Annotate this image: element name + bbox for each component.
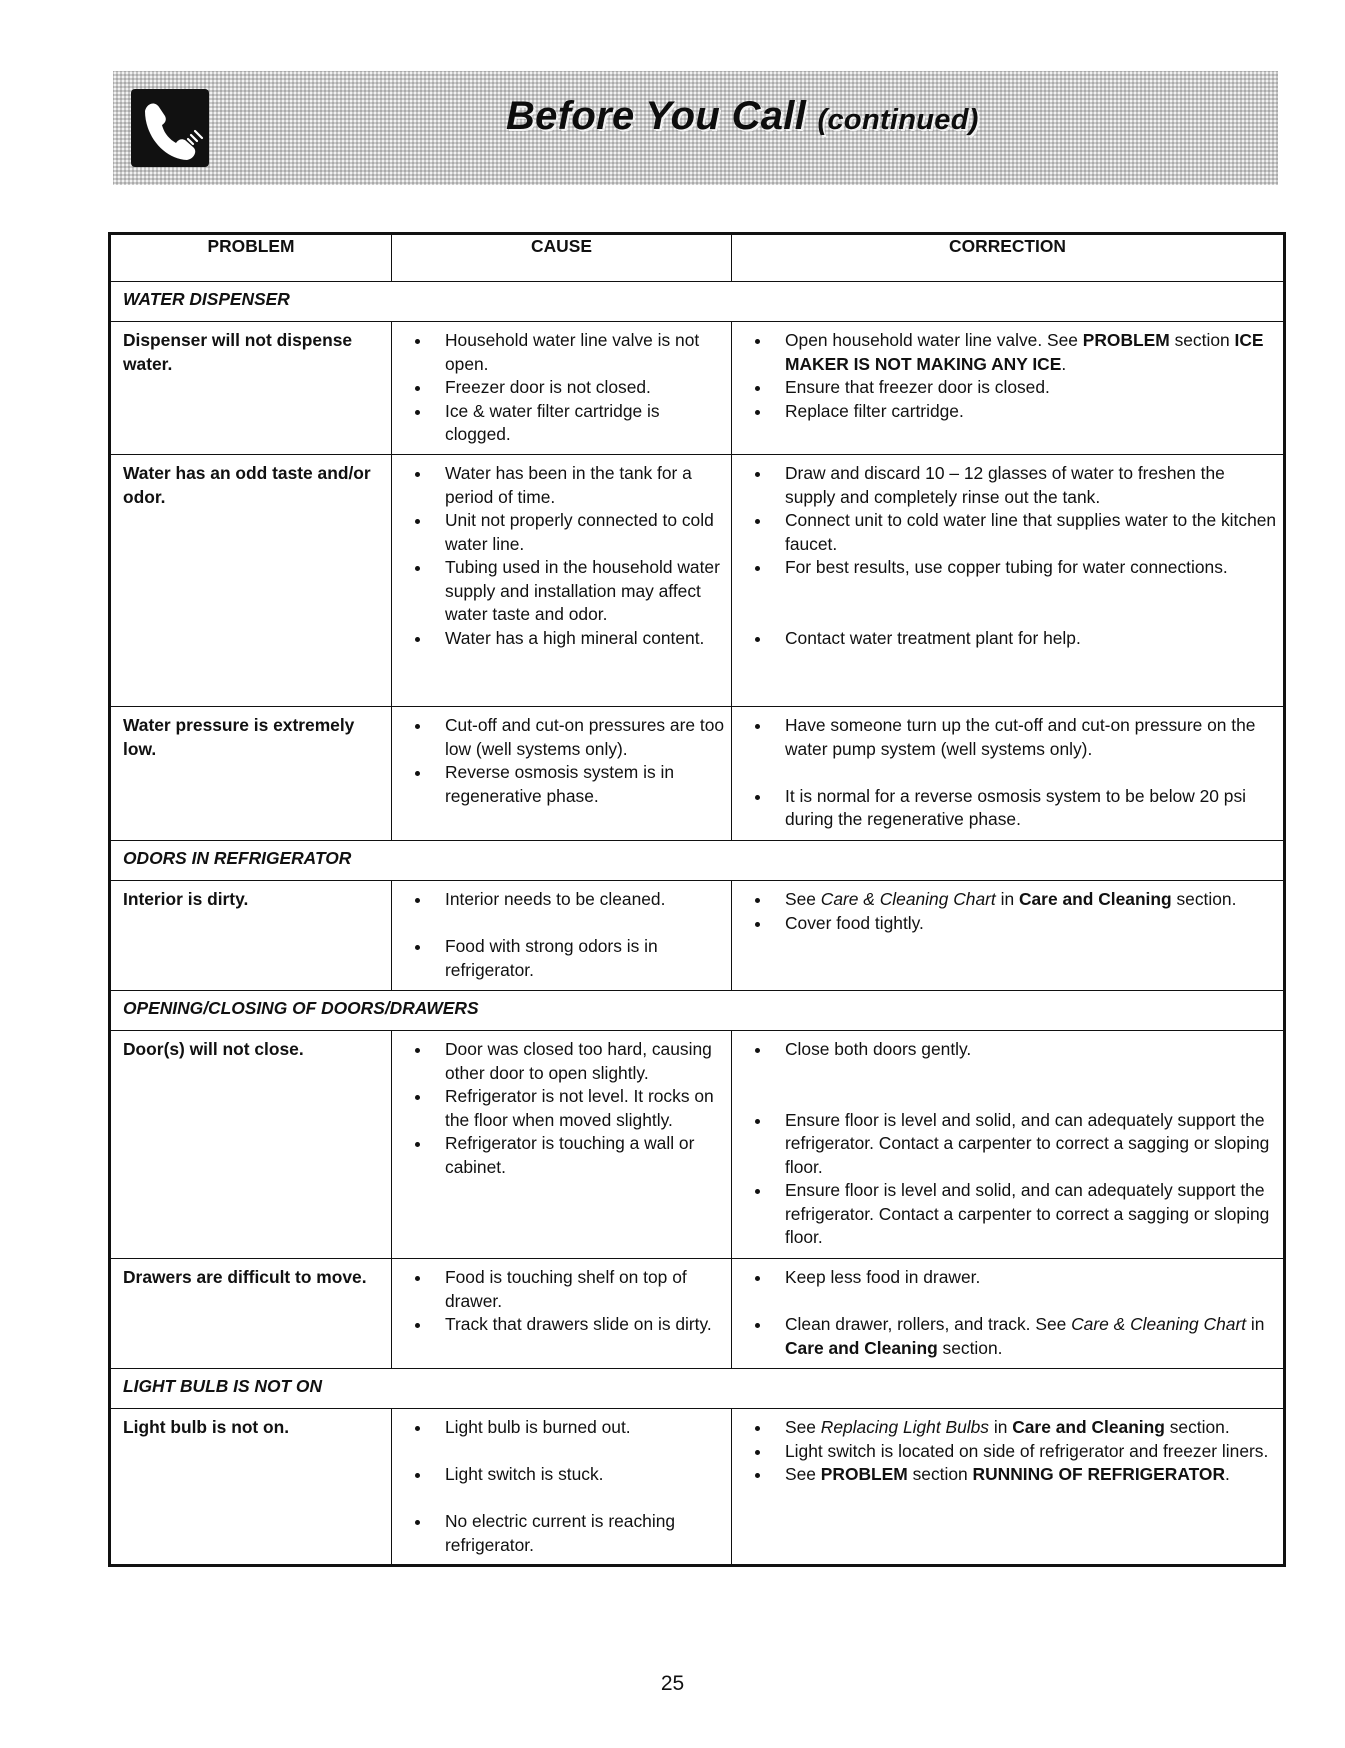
cause-item: Refrigerator is not level. It rocks on the floor when moved slightly. (402, 1085, 725, 1132)
cause-item: Door was closed too hard, causing other door to open slightly. (402, 1038, 725, 1085)
correction-item: See Replacing Light Bulbs in Care and Cleaning section. (742, 1416, 1277, 1440)
column-header-cause: CAUSE (392, 234, 732, 282)
correction-item: Have someone turn up the cut-off and cut-on pressure on the water pump system (well systems only). (742, 714, 1277, 761)
correction-cell (732, 455, 1285, 707)
correction-cell (732, 1259, 1285, 1369)
cause-item: Unit not properly connected to cold water line. (402, 509, 725, 556)
problem-cell: Light bulb is not on. (110, 1409, 392, 1566)
table-row (110, 1259, 1285, 1369)
page-title: Before You Call (continued) (506, 94, 979, 138)
section-title: ODORS IN REFRIGERATOR (110, 841, 1285, 881)
section-header-row (110, 282, 1285, 322)
column-header-problem: PROBLEM (110, 234, 392, 282)
cause-item: Light bulb is burned out. (402, 1416, 725, 1440)
correction-item: Ensure that freezer door is closed. (742, 376, 1277, 400)
problem-cell: Dispenser will not dispense water. (110, 322, 392, 455)
cause-cell (392, 707, 732, 841)
cause-item: Reverse osmosis system is in regenerative phase. (402, 761, 725, 808)
correction-item: Light switch is located on side of refrigerator and freezer liners. (742, 1440, 1277, 1464)
correction-item: Ensure floor is level and solid, and can adequately support the refrigerator. Contact a carpenter to correct a sagging or sloping floor. (742, 1109, 1277, 1180)
cause-item: Food with strong odors is in refrigerator. (402, 935, 725, 982)
cause-item: Freezer door is not closed. (402, 376, 725, 400)
column-header-correction: CORRECTION (732, 234, 1285, 282)
section-header-row (110, 991, 1285, 1031)
correction-item: Connect unit to cold water line that supplies water to the kitchen faucet. (742, 509, 1277, 556)
correction-item: Ensure floor is level and solid, and can adequately support the refrigerator. Contact a carpenter to correct a sagging or sloping floor. (742, 1179, 1277, 1250)
cause-item: Track that drawers slide on is dirty. (402, 1313, 725, 1337)
cause-cell (392, 1031, 732, 1259)
table-row (110, 1031, 1285, 1259)
cause-cell (392, 1409, 732, 1566)
correction-cell (732, 1409, 1285, 1566)
correction-item: Keep less food in drawer. (742, 1266, 1277, 1290)
correction-item: See Care & Cleaning Chart in Care and Cleaning section. (742, 888, 1277, 912)
table-row (110, 455, 1285, 707)
problem-cell: Interior is dirty. (110, 881, 392, 991)
cause-item: Interior needs to be cleaned. (402, 888, 725, 912)
troubleshooting-table (108, 232, 1286, 1567)
section-header-row (110, 1369, 1285, 1409)
page-number: 25 (660, 1672, 685, 1695)
table-row (110, 707, 1285, 841)
table-header-row (110, 234, 1285, 282)
correction-item: Open household water line valve. See PROBLEM section ICE MAKER IS NOT MAKING ANY ICE. (742, 329, 1277, 376)
problem-cell: Water has an odd taste and/or odor. (110, 455, 392, 707)
correction-cell (732, 707, 1285, 841)
correction-item: Contact water treatment plant for help. (742, 627, 1277, 651)
cause-cell (392, 322, 732, 455)
cause-cell (392, 455, 732, 707)
correction-cell (732, 881, 1285, 991)
correction-item: It is normal for a reverse osmosis system to be below 20 psi during the regenerative phase. (742, 785, 1277, 832)
correction-cell (732, 322, 1285, 455)
section-title: OPENING/CLOSING OF DOORS/DRAWERS (110, 991, 1285, 1031)
problem-cell: Door(s) will not close. (110, 1031, 392, 1259)
cause-cell (392, 1259, 732, 1369)
cause-item: Food is touching shelf on top of drawer. (402, 1266, 725, 1313)
correction-item: Draw and discard 10 – 12 glasses of water to freshen the supply and completely rinse out the tank. (742, 462, 1277, 509)
section-title: WATER DISPENSER (110, 282, 1285, 322)
correction-item: Cover food tightly. (742, 912, 1277, 936)
cause-item: Cut-off and cut-on pressures are too low (well systems only). (402, 714, 725, 761)
problem-cell: Water pressure is extremely low. (110, 707, 392, 841)
section-title: LIGHT BULB IS NOT ON (110, 1369, 1285, 1409)
correction-item: Replace filter cartridge. (742, 400, 1277, 424)
section-header-row (110, 841, 1285, 881)
table-row (110, 1409, 1285, 1566)
table-row (110, 881, 1285, 991)
cause-item: Water has been in the tank for a period of time. (402, 462, 725, 509)
correction-item: For best results, use copper tubing for water connections. (742, 556, 1277, 580)
cause-item: No electric current is reaching refrigerator. (402, 1510, 725, 1557)
cause-item: Ice & water filter cartridge is clogged. (402, 400, 725, 447)
table-row (110, 322, 1285, 455)
telephone-handset-icon (131, 89, 209, 167)
cause-item: Household water line valve is not open. (402, 329, 725, 376)
correction-cell (732, 1031, 1285, 1259)
cause-item: Light switch is stuck. (402, 1463, 725, 1487)
correction-item: Close both doors gently. (742, 1038, 1277, 1062)
correction-item: See PROBLEM section RUNNING OF REFRIGERATOR. (742, 1463, 1277, 1487)
cause-item: Tubing used in the household water supply and installation may affect water taste and odor. (402, 556, 725, 627)
cause-item: Refrigerator is touching a wall or cabinet. (402, 1132, 725, 1179)
cause-item: Water has a high mineral content. (402, 627, 725, 651)
correction-item: Clean drawer, rollers, and track. See Care & Cleaning Chart in Care and Cleaning section. (742, 1313, 1277, 1360)
problem-cell: Drawers are difficult to move. (110, 1259, 392, 1369)
cause-cell (392, 881, 732, 991)
header-banner (113, 71, 1278, 185)
